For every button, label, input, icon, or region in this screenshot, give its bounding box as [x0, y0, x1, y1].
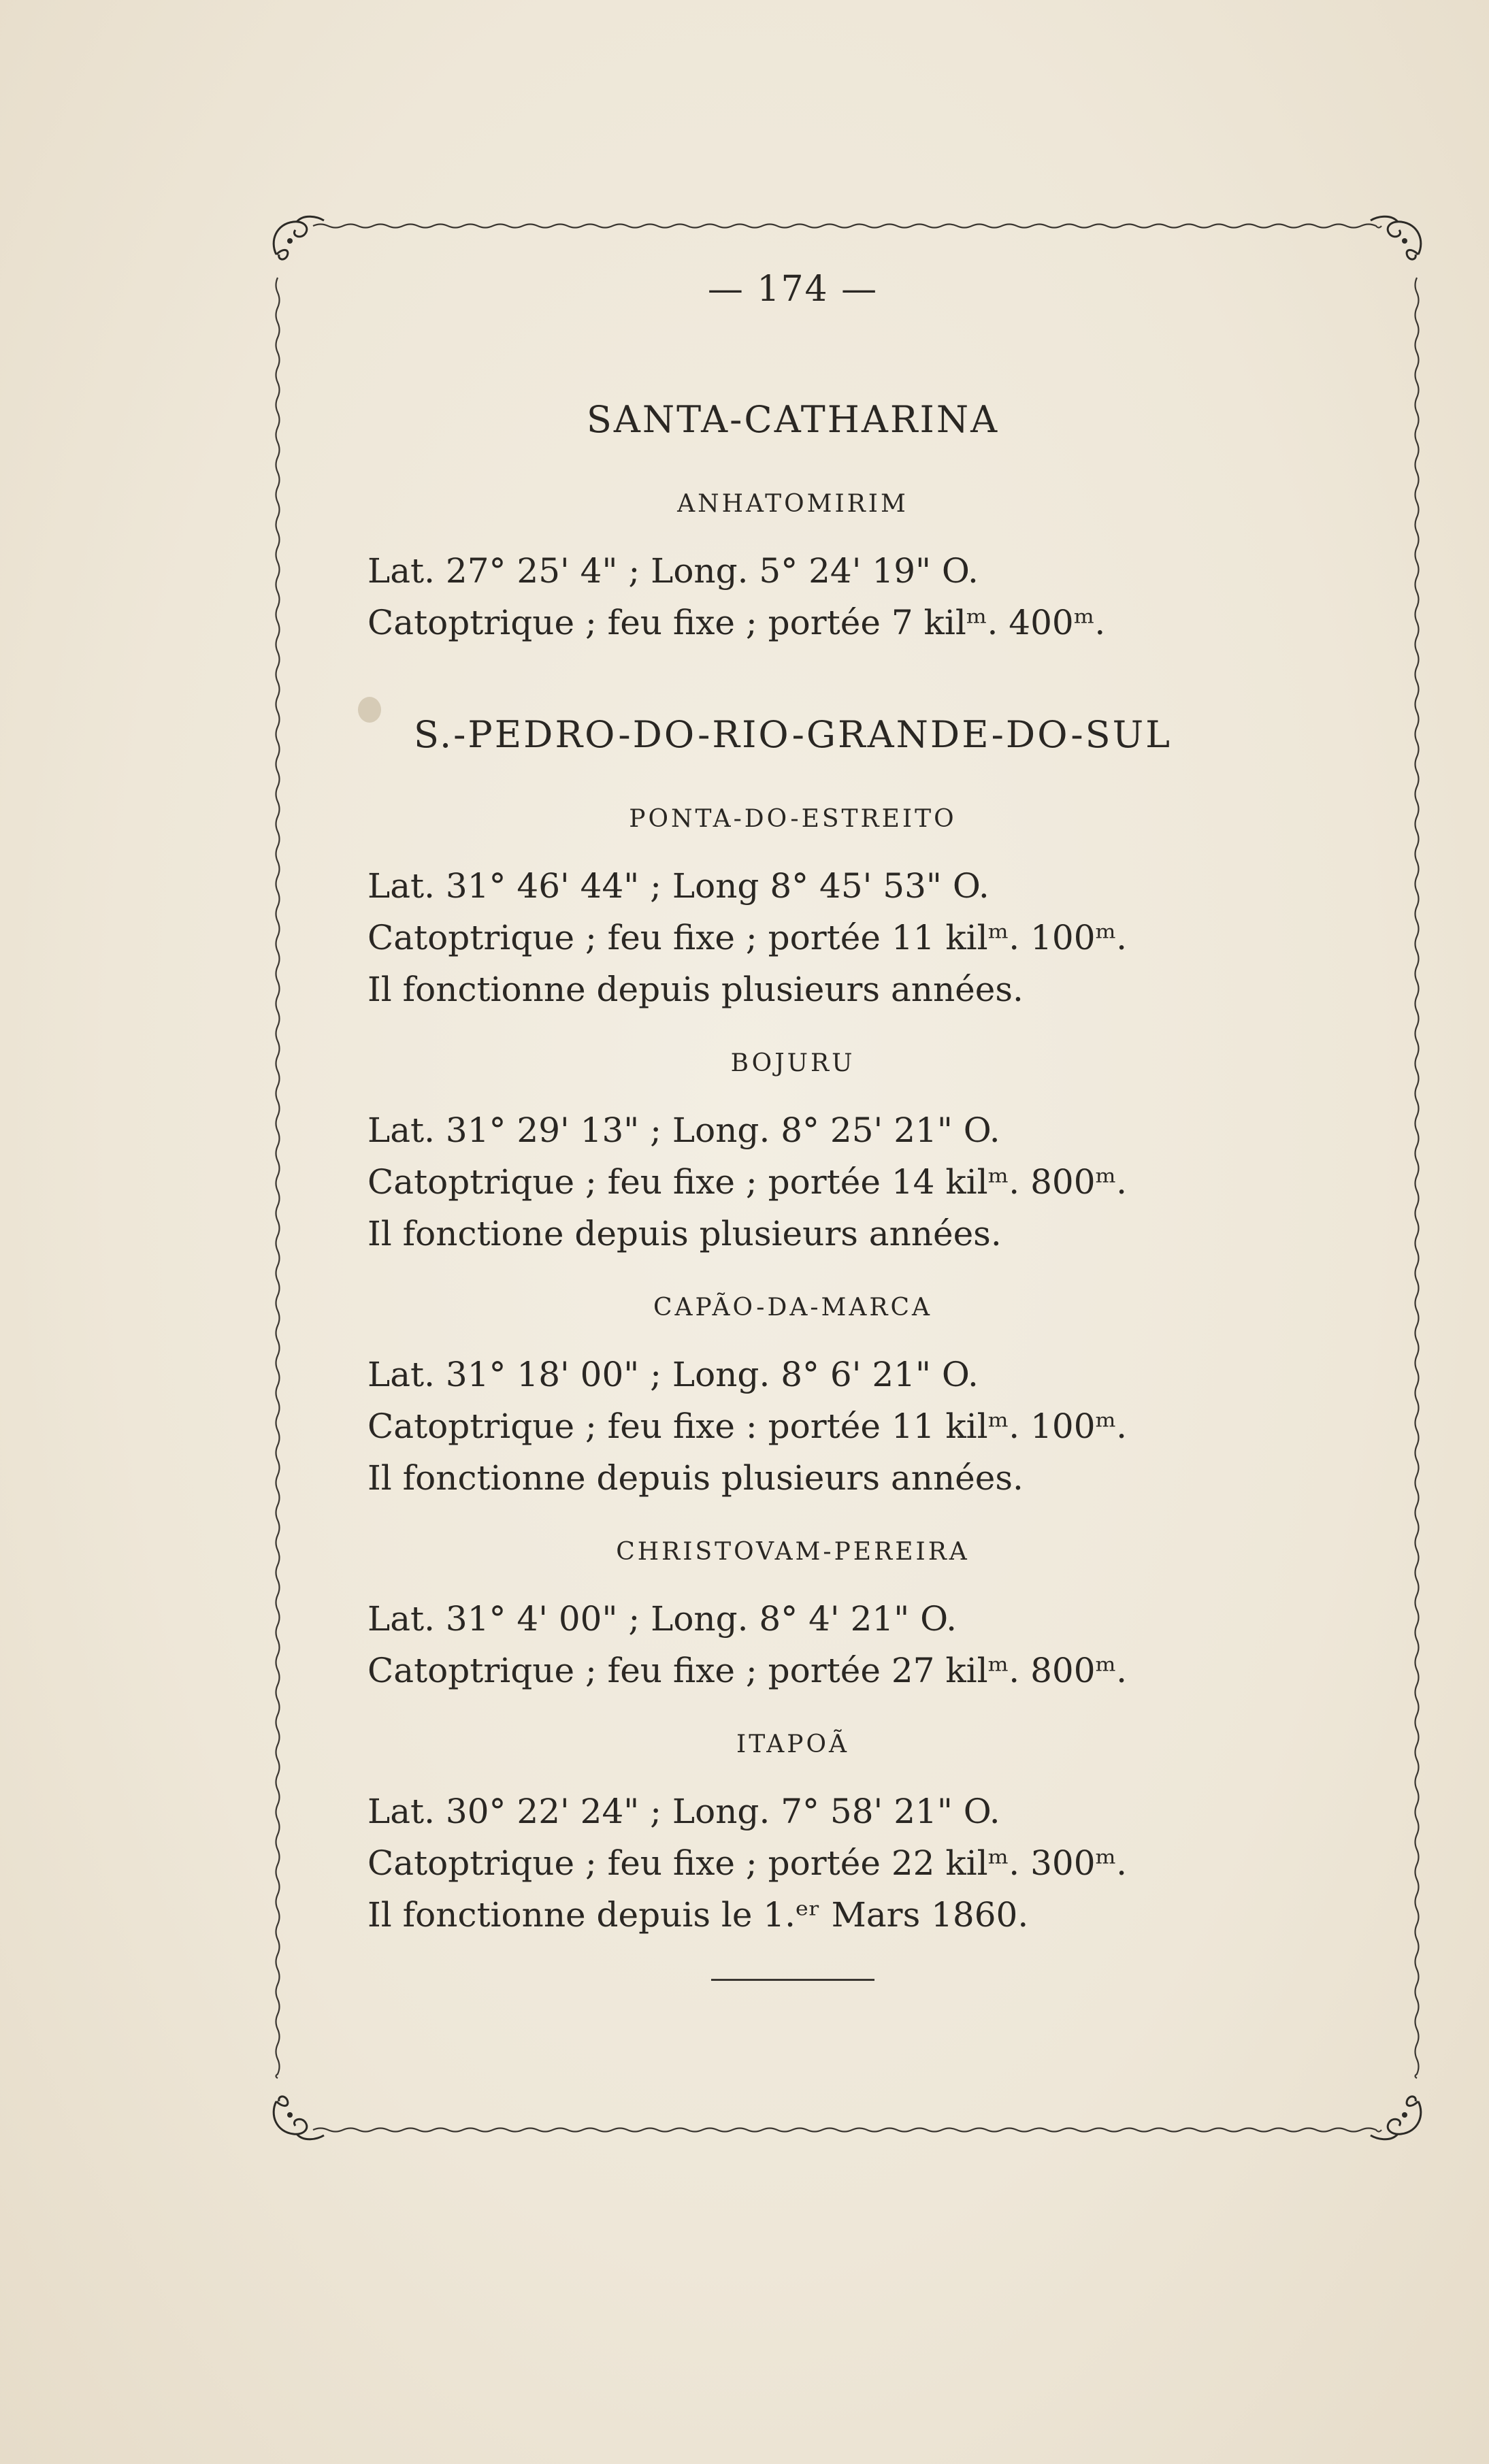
coordinates-line: Lat. 31° 46' 44" ; Long 8° 45' 53" O.	[367, 866, 989, 906]
coordinates-line: Lat. 27° 25' 4" ; Long. 5° 24' 19" O.	[367, 551, 979, 591]
station-name: BOJURU	[730, 1049, 855, 1077]
coordinates-line: Lat. 31° 4' 00" ; Long. 8° 4' 21" O.	[367, 1599, 958, 1639]
ornamental-corner-icon	[1367, 2084, 1432, 2149]
page-number: — 174 —	[707, 269, 879, 310]
light-description-line: Catoptrique ; feu fixe ; portée 7 kilᵐ. 400ᵐ.	[367, 603, 1106, 642]
coordinates-line: Lat. 31° 18' 00" ; Long. 8° 6' 21" O.	[367, 1355, 979, 1394]
coordinates-line: Lat. 31° 29' 13" ; Long. 8° 25' 21" O.	[367, 1111, 1000, 1150]
region-heading: SANTA-CATHARINA	[586, 398, 1000, 441]
ornamental-corner-icon	[263, 207, 328, 272]
station-entry	[367, 1538, 1218, 1696]
operation-note-line: Il fonctionne depuis plusieurs années.	[367, 1458, 1024, 1498]
station-entry	[367, 1730, 1218, 1941]
station-name: ANHATOMIRIM	[677, 490, 909, 518]
light-description-line: Catoptrique ; feu fixe : portée 11 kilᵐ. 100ᵐ.	[367, 1407, 1128, 1446]
region-section	[367, 398, 1218, 648]
region-section	[367, 713, 1218, 1941]
station-entry	[367, 1049, 1218, 1260]
station-entry	[367, 805, 1218, 1015]
ornamental-corner-icon	[263, 2084, 328, 2149]
station-entry	[367, 1294, 1218, 1504]
station-name: ITAPOÃ	[736, 1730, 849, 1758]
light-description-line: Catoptrique ; feu fixe ; portée 11 kilᵐ. 100ᵐ.	[367, 918, 1128, 957]
station-name: CAPÃO-DA-MARCA	[653, 1294, 932, 1321]
end-rule	[711, 1979, 874, 1981]
light-description-line: Catoptrique ; feu fixe ; portée 22 kilᵐ. 300ᵐ.	[367, 1843, 1128, 1883]
page-content	[367, 269, 1218, 1981]
ornamental-corner-icon	[1367, 207, 1432, 272]
operation-note-line: Il fonctionne depuis plusieurs années.	[367, 970, 1024, 1009]
light-description-line: Catoptrique ; feu fixe ; portée 27 kilᵐ. 800ᵐ.	[367, 1651, 1128, 1690]
station-entry	[367, 490, 1218, 648]
light-description-line: Catoptrique ; feu fixe ; portée 14 kilᵐ. 800ᵐ.	[367, 1162, 1128, 1202]
region-heading: S.-PEDRO-DO-RIO-GRANDE-DO-SUL	[413, 713, 1173, 756]
operation-note-line: Il fonctionne depuis le 1.ᵉʳ Mars 1860.	[367, 1895, 1029, 1935]
station-name: PONTA-DO-ESTREITO	[629, 805, 957, 833]
station-name: CHRISTOVAM-PEREIRA	[616, 1538, 970, 1566]
coordinates-line: Lat. 30° 22' 24" ; Long. 7° 58' 21" O.	[367, 1792, 1000, 1831]
operation-note-line: Il fonctione depuis plusieurs années.	[367, 1214, 1002, 1253]
